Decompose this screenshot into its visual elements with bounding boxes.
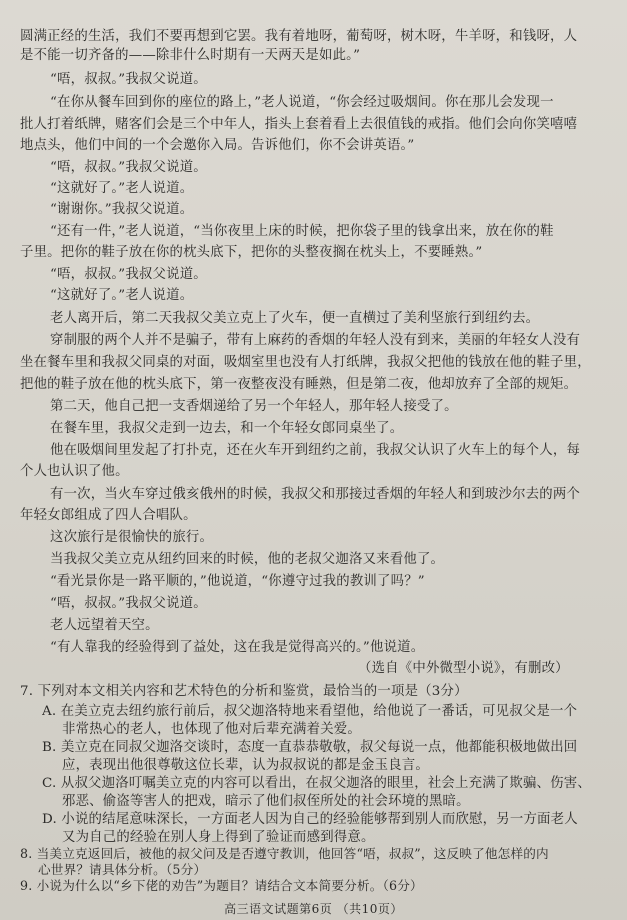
page-footer: 高三语文试题第6页 （共10页） bbox=[224, 902, 403, 916]
story-line: 地点头，他们中间的一个会邀你入局。告诉他们，你不会讲英语。” bbox=[20, 138, 415, 153]
option-c: C. 从叔父迦洛叮嘱美立克的内容可以看出，在叔父迦洛的眼里，社会上充满了欺骗、伤害、 bbox=[42, 776, 591, 791]
story-line: 老人离开后，第二天我叔父美立克上了火车，便一直横过了美利坚旅行到纽约去。 bbox=[50, 311, 540, 326]
story-line: 把他的鞋子放在他的枕头底下，第一夜整夜没有睡熟，但是第二夜，他却放弃了全部的规矩。 bbox=[20, 377, 578, 392]
option-b: B. 美立克在同叔父迦洛交谈时，态度一直恭恭敬敬，叔父每说一点，他都能积极地做出回 bbox=[42, 740, 578, 755]
story-line: 当我叔父美立克从纽约回来的时候，他的老叔父迦洛又来看他了。 bbox=[50, 552, 445, 567]
story-line: “有人靠我的经验得到了益处，这在我是觉得高兴的。”他说道。 bbox=[50, 640, 425, 655]
option-a: A. 在美立克去纽约旅行前后，叔父迦洛特地来看望他，给他说了一番话，可见叔父是一个 bbox=[42, 704, 578, 719]
story-line: 他在吸烟间里发起了打扑克，还在火车开到纽约之前，我叔父认识了火车上的每个人，每 bbox=[50, 443, 581, 458]
story-line: 圆满正经的生活，我们不要再想到它罢。我有着地呀，葡萄呀，树木呀，牛羊呀，和钱呀，人 bbox=[20, 29, 578, 44]
option-d-cont: 又为自己的经验在别人身上得到了验证而感到得意。 bbox=[62, 830, 375, 845]
story-line: “这就好了。”老人说道。 bbox=[50, 288, 194, 303]
question-9: 9. 小说为什么以“乡下佬的劝告”为题目？请结合文本简要分析。（6分） bbox=[20, 878, 423, 893]
source-citation: （选自《中外微型小说》，有删改） bbox=[358, 661, 569, 676]
story-line: “还有一件，”老人说道，“当你夜里上床的时候，把你袋子里的钱拿出来，放在你的鞋 bbox=[50, 224, 554, 239]
story-line: 坐在餐车里和我叔父同桌的对面，吸烟室里也没有人打纸牌，我叔父把他的钱放在他的鞋子里， bbox=[20, 355, 591, 370]
story-line: 是不能一切齐备的——除非什么时期有一天两天是如此。” bbox=[20, 48, 361, 63]
story-line: “唔，叔叔。”我叔父说道。 bbox=[50, 72, 207, 87]
option-b-cont: 应，表现出他很尊敬这位长辈，认为叔叔说的都是金玉良言。 bbox=[62, 758, 429, 773]
story-line: “这就好了。”老人说道。 bbox=[50, 181, 194, 196]
question-8-line-2: 心世界？请具体分析。（5分） bbox=[38, 862, 207, 877]
option-d: D. 小说的结尾意味深长，一方面老人因为自己的经验能够帮到别人而欣慰，另一方面老人 bbox=[42, 812, 578, 827]
story-line: “唔，叔叔。”我叔父说道。 bbox=[50, 160, 207, 175]
story-line: 有一次，当火车穿过俄亥俄州的时候，我叔父和那接过香烟的年轻人和到玻沙尔去的两个 bbox=[50, 487, 581, 502]
story-line: “谢谢你。”我叔父说道。 bbox=[50, 202, 194, 217]
story-line: “看光景你是一路平顺的，”他说道，“你遵守过我的教训了吗？” bbox=[50, 574, 425, 589]
option-a-cont: 非常热心的老人，也体现了他对后辈充满着关爱。 bbox=[62, 722, 361, 737]
story-line: 这次旅行是很愉快的旅行。 bbox=[50, 530, 214, 545]
story-line: 穿制服的两个人并不是骗子，带有上麻药的香烟的年轻人没有到来，美丽的年轻女人没有 bbox=[50, 333, 581, 348]
story-line: “唔，叔叔。”我叔父说道。 bbox=[50, 267, 207, 282]
story-line: 在餐车里，我叔父走到一边去，和一个年轻女郎同桌坐了。 bbox=[50, 421, 404, 436]
option-c-cont: 邪恶、偷盗等害人的把戏，暗示了他们叔侄所处的社会环境的黑暗。 bbox=[62, 794, 470, 809]
question-7-stem: 7. 下列对本文相关内容和艺术特色的分析和鉴赏，最恰当的一项是（3分） bbox=[20, 684, 468, 699]
story-line: 个人也认识了他。 bbox=[20, 464, 129, 479]
story-line: 第二天，他自己把一支香烟递给了另一个年轻人，那年轻人接受了。 bbox=[50, 399, 458, 414]
story-line: 老人远望着天空。 bbox=[50, 618, 159, 633]
story-line: “在你从餐车回到你的座位的路上，”老人说道，“你会经过吸烟间。你在那儿会发现一 bbox=[50, 95, 554, 110]
question-8-line-1: 8. 当美立克返回后，被他的叔父问及是否遵守教训，他回答“唔，叔叔”，这反映了他怎样的内 bbox=[20, 846, 549, 861]
story-line: 年轻女郎组成了四人合唱队。 bbox=[20, 508, 197, 523]
story-line: 子里。把你的鞋子放在你的枕头底下，把你的头整夜搁在枕头上，不要睡熟。” bbox=[20, 245, 483, 260]
story-line: 批人打着纸牌，赌客们会是三个中年人，指头上套着看上去很值钱的戒指。他们会向你笑嘻嘻 bbox=[20, 117, 578, 132]
story-line: “唔，叔叔。”我叔父说道。 bbox=[50, 596, 207, 611]
